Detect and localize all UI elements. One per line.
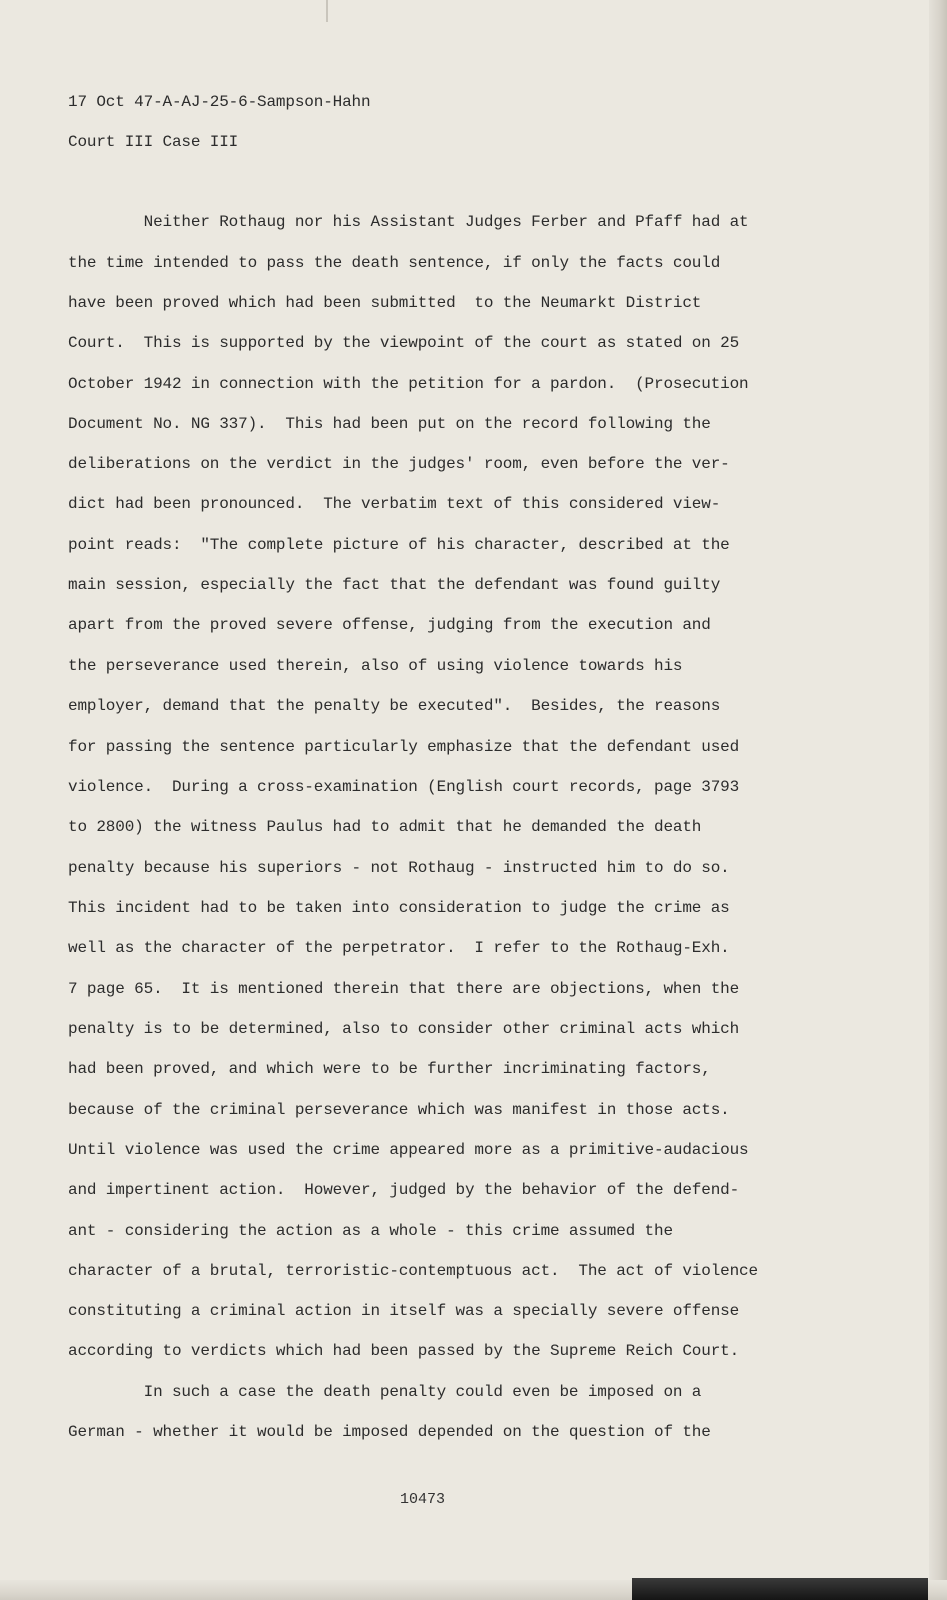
top-crease-mark	[326, 0, 328, 22]
body-line: apart from the proved severe offense, judging from the execution and	[68, 616, 711, 634]
page-number: 10473	[400, 1491, 446, 1508]
body-line: character of a brutal, terroristic-contemptuous act. The act of violence	[68, 1262, 758, 1280]
body-line: constituting a criminal action in itself was a specially severe offense	[68, 1302, 740, 1320]
body-line: have been proved which had been submitted to the Neumarkt District	[68, 294, 702, 312]
court-case-label: Court III Case III	[68, 133, 239, 151]
body-line: for passing the sentence particularly emphasize that the defendant used	[68, 738, 740, 756]
body-line: penalty because his superiors - not Rothaug - instructed him to do so.	[68, 859, 730, 877]
body-line: violence. During a cross-examination (English court records, page 3793	[68, 778, 740, 796]
scan-corner-shadow	[632, 1578, 928, 1600]
body-line: had been proved, and which were to be further incriminating factors,	[68, 1060, 711, 1078]
body-line: German - whether it would be imposed depended on the question of the	[68, 1423, 711, 1441]
body-line: Until violence was used the crime appeared more as a primitive-audacious	[68, 1141, 749, 1159]
body-line: employer, demand that the penalty be executed". Besides, the reasons	[68, 697, 721, 715]
body-line: point reads: "The complete picture of his character, described at the	[68, 536, 730, 554]
document-reference: 17 Oct 47-A-AJ-25-6-Sampson-Hahn	[68, 93, 371, 111]
body-line: the time intended to pass the death sentence, if only the facts could	[68, 254, 721, 272]
body-line: October 1942 in connection with the petition for a pardon. (Prosecution	[68, 375, 749, 393]
body-line: Court. This is supported by the viewpoint of the court as stated on 25	[68, 334, 740, 352]
body-line: penalty is to be determined, also to consider other criminal acts which	[68, 1020, 740, 1038]
body-line: deliberations on the verdict in the judges' room, even before the ver-	[68, 455, 730, 473]
body-line: This incident had to be taken into consideration to judge the crime as	[68, 899, 730, 917]
body-line: 7 page 65. It is mentioned therein that there are objections, when the	[68, 980, 740, 998]
body-line: to 2800) the witness Paulus had to admit that he demanded the death	[68, 818, 702, 836]
body-line: In such a case the death penalty could even be imposed on a	[68, 1383, 702, 1401]
body-line: well as the character of the perpetrator. I refer to the Rothaug-Exh.	[68, 939, 730, 957]
page-edge-shadow	[929, 0, 947, 1600]
body-line: Neither Rothaug nor his Assistant Judges Ferber and Pfaff had at	[68, 213, 749, 231]
body-line: because of the criminal perseverance which was manifest in those acts.	[68, 1101, 730, 1119]
body-line: main session, especially the fact that the defendant was found guilty	[68, 576, 721, 594]
body-line: Document No. NG 337). This had been put on the record following the	[68, 415, 711, 433]
body-line: and impertinent action. However, judged by the behavior of the defend-	[68, 1181, 740, 1199]
body-line: ant - considering the action as a whole - this crime assumed the	[68, 1222, 673, 1240]
body-line: according to verdicts which had been passed by the Supreme Reich Court.	[68, 1342, 740, 1360]
body-line: the perseverance used therein, also of using violence towards his	[68, 657, 683, 675]
body-line: dict had been pronounced. The verbatim text of this considered view-	[68, 495, 721, 513]
